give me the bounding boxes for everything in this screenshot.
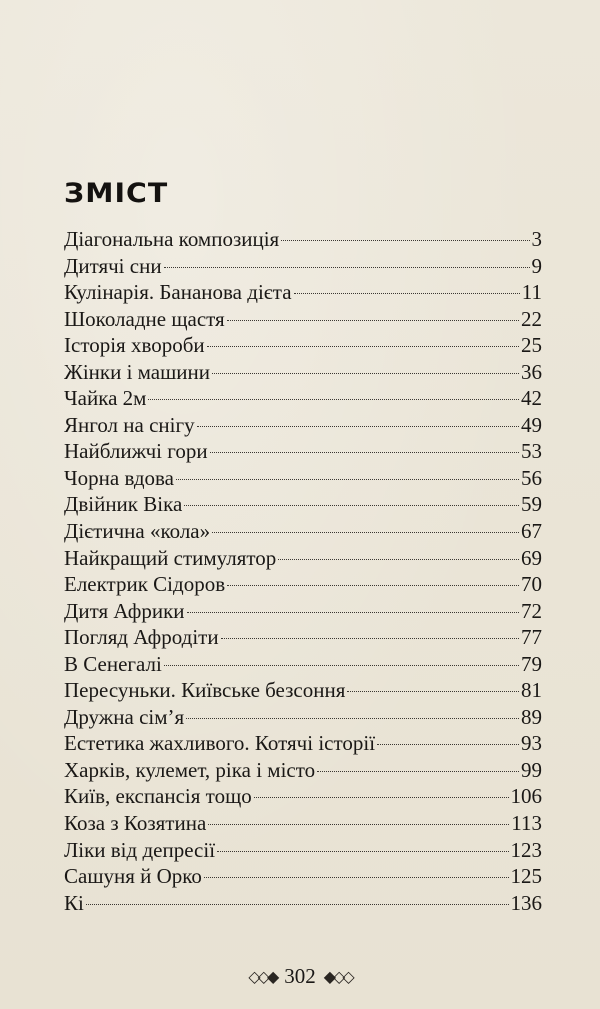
toc-entry-title: Шоколадне щастя <box>64 306 225 331</box>
toc-entry-title: Кі <box>64 890 84 915</box>
toc-entry-title: Ліки від депресії <box>64 837 216 862</box>
dot-leader <box>254 797 509 798</box>
dot-leader <box>212 532 519 533</box>
toc-entry-title: Дієтична «кола» <box>64 519 211 544</box>
toc-entry-title: Діагональна композиція <box>64 227 280 251</box>
toc-entry <box>64 253 542 280</box>
dot-leader <box>208 824 509 825</box>
toc-entry <box>64 810 542 837</box>
toc-entry <box>64 226 542 253</box>
toc-entry <box>64 491 542 518</box>
toc-entry-title: Історія хвороби <box>64 333 205 358</box>
dot-leader <box>294 293 520 294</box>
toc-entry-page: 113 <box>511 811 542 836</box>
toc-entry <box>64 385 542 412</box>
dot-leader <box>184 505 519 506</box>
toc-entry-title: Пересуньки. Київське безсоння <box>64 678 346 703</box>
toc-entry <box>64 438 542 465</box>
toc-entry-title: Електрик Сідоров <box>64 572 226 597</box>
toc-entry <box>64 757 542 784</box>
dot-leader <box>164 665 519 666</box>
toc-entry <box>64 651 542 678</box>
toc-entry-title: Київ, експансія тощо <box>64 784 252 809</box>
toc-entry-page: 79 <box>521 651 542 676</box>
toc-entry-title: Чайка 2м <box>64 386 147 411</box>
toc-entry-page: 77 <box>521 625 542 650</box>
dot-leader <box>197 426 519 427</box>
toc-entry <box>64 518 542 545</box>
toc-entry <box>64 624 542 651</box>
toc-entry <box>64 598 542 625</box>
toc-entry <box>64 359 542 386</box>
toc-entry <box>64 704 542 731</box>
toc-entry-title: Естетика жахливого. Котячі історії <box>64 731 376 756</box>
toc-entry-page: 22 <box>521 306 542 331</box>
dot-leader <box>347 691 519 692</box>
toc-entry <box>64 863 542 890</box>
dot-leader <box>186 718 519 719</box>
toc-entry-title: Кулінарія. Бананова дієта <box>64 280 292 305</box>
dot-leader <box>187 612 519 613</box>
toc-entry <box>64 306 542 333</box>
toc-entry-title: Янгол на снігу <box>64 412 195 437</box>
toc-entry-title: Харків, кулемет, ріка і місто <box>64 757 316 782</box>
dot-leader <box>221 638 519 639</box>
dot-leader <box>317 771 519 772</box>
toc-entry <box>64 677 542 704</box>
toc-entry-page: 67 <box>521 519 542 544</box>
dot-leader <box>278 559 519 560</box>
toc-entry-page: 106 <box>510 784 542 809</box>
toc-entry-page: 25 <box>521 333 542 358</box>
dot-leader <box>227 320 519 321</box>
toc-entry <box>64 730 542 757</box>
toc-entry-page: 123 <box>510 837 542 862</box>
dot-leader <box>377 744 519 745</box>
dot-leader <box>148 399 519 400</box>
page-footer <box>0 964 600 989</box>
toc-entry-title: Чорна вдова <box>64 465 174 490</box>
dot-leader <box>86 904 509 905</box>
toc-entry-page: 89 <box>521 704 542 729</box>
toc-entry-page: 70 <box>521 572 542 597</box>
table-of-contents <box>64 226 542 916</box>
toc-entry-page: 81 <box>521 678 542 703</box>
toc-entry <box>64 465 542 492</box>
toc-entry <box>64 412 542 439</box>
toc-entry-title: В Сенегалі <box>64 651 162 676</box>
ornament-icon: ◇◇◆ <box>248 968 277 986</box>
toc-entry-page: 99 <box>521 757 542 782</box>
dot-leader <box>217 851 508 852</box>
toc-entry-title: Коза з Козятина <box>64 811 207 836</box>
toc-entry-page: 53 <box>521 439 542 464</box>
dot-leader <box>164 267 530 268</box>
toc-entry-page: 125 <box>510 864 542 889</box>
toc-entry-title: Найближчі гори <box>64 439 208 464</box>
toc-entry-page: 36 <box>521 359 542 384</box>
dot-leader <box>204 877 509 878</box>
dot-leader <box>212 373 519 374</box>
toc-entry <box>64 783 542 810</box>
toc-entry <box>64 279 542 306</box>
toc-entry-page: 11 <box>521 280 542 305</box>
toc-entry-title: Дитячі сни <box>64 253 162 278</box>
toc-entry-title: Дитя Африки <box>64 598 185 623</box>
toc-entry-page: 69 <box>521 545 542 570</box>
toc-entry-page: 56 <box>521 465 542 490</box>
toc-entry-title: Двійник Віка <box>64 492 183 517</box>
toc-entry-page: 93 <box>521 731 542 756</box>
toc-entry-page: 9 <box>531 253 542 278</box>
toc-entry-title: Сашуня й Орко <box>64 864 202 889</box>
toc-entry-page: 136 <box>510 890 542 915</box>
dot-leader <box>227 585 519 586</box>
toc-entry-page: 72 <box>521 598 542 623</box>
dot-leader <box>207 346 519 347</box>
page-title: ЗМІСТ <box>64 178 169 210</box>
page-number: 302 <box>284 964 316 988</box>
toc-entry-title: Жінки і машини <box>64 359 211 384</box>
toc-entry-title: Погляд Афродіти <box>64 625 219 650</box>
toc-entry <box>64 332 542 359</box>
toc-entry-page: 42 <box>521 386 542 411</box>
dot-leader <box>210 452 519 453</box>
toc-entry-title: Найкращий стимулятор <box>64 545 277 570</box>
dot-leader <box>281 240 529 241</box>
toc-entry-page: 49 <box>521 412 542 437</box>
toc-entry <box>64 571 542 598</box>
dot-leader <box>176 479 519 480</box>
ornament-icon: ◆◇◇ <box>323 968 352 986</box>
toc-entry <box>64 545 542 572</box>
toc-entry-title: Дружна сім’я <box>64 704 185 729</box>
toc-entry <box>64 890 542 917</box>
toc-entry-page: 3 <box>531 227 542 251</box>
toc-entry-page: 59 <box>521 492 542 517</box>
toc-entry <box>64 837 542 864</box>
